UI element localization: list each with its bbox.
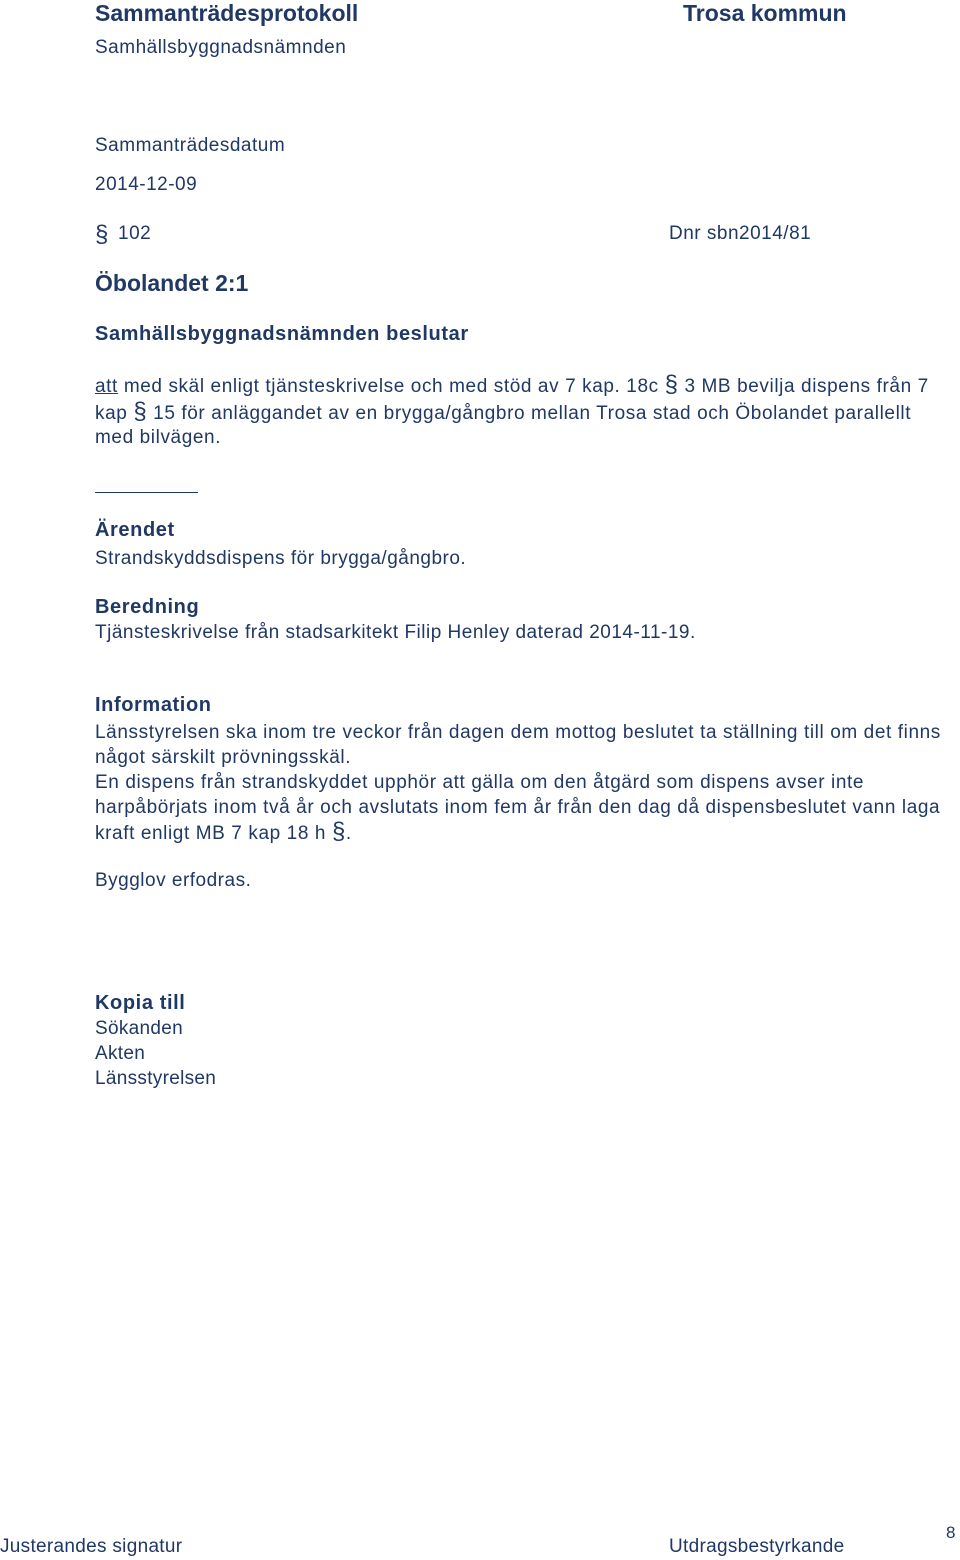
footer-certification-label: Utdragsbestyrkande <box>669 1536 845 1557</box>
beredning-text: Tjänsteskrivelse från stadsarkitekt Filip Henley daterad 2014-11-19. <box>95 622 696 643</box>
case-dnr: Dnr sbn2014/81 <box>669 223 812 244</box>
page-number: 8 <box>946 1523 956 1542</box>
paragraph-number: 102 <box>118 223 152 244</box>
municipality-name: Trosa kommun <box>683 0 847 26</box>
decision-heading: Samhällsbyggnadsnämnden beslutar <box>95 323 469 345</box>
kopia-recipient: Sökanden <box>95 1018 183 1039</box>
information-text-2 <box>95 771 945 847</box>
beredning-heading: Beredning <box>95 596 200 618</box>
case-title: Öbolandet 2:1 <box>95 270 249 296</box>
arendet-text: Strandskyddsdispens för brygga/gångbro. <box>95 548 467 569</box>
information-text-2b: . <box>345 823 352 844</box>
att-word: att <box>95 376 118 397</box>
footer-signature-label: Justerandes signatur <box>0 1536 183 1557</box>
decision-text-part-2: 3 MB bevilja dispens från 7 kap <box>95 376 929 424</box>
document-type: Sammanträdesprotokoll <box>95 0 359 26</box>
paragraph-sign: § <box>95 221 109 248</box>
section-divider <box>95 492 198 493</box>
meeting-date-label: Sammanträdesdatum <box>95 135 286 156</box>
paragraph-sign: § <box>331 818 346 845</box>
information-text-2a: En dispens från strandskyddet upphör att gälla om den åtgärd som dispens avser inte harpåbörjats inom två år och avslutats inom fem år från den dag då dispensbeslutet vann laga kraft enligt MB 7 kap 18 h <box>95 772 941 844</box>
information-text-1: Länsstyrelsen ska inom tre veckor från dagen dem mottog beslutet ta ställning till om det finns något särskilt prövningsskäl. <box>95 722 941 768</box>
decision-text <box>95 373 945 451</box>
information-heading: Information <box>95 694 212 716</box>
decision-text-part-3: 15 för anläggandet av en brygga/gångbro mellan Trosa stad och Öbolandet parallellt med bilvägen. <box>95 402 912 448</box>
bygglov-text: Bygglov erfodras. <box>95 870 252 891</box>
paragraph-sign: § <box>664 371 679 398</box>
decision-text-part-1: med skäl enligt tjänsteskrivelse och med stöd av 7 kap. 18c <box>117 376 665 397</box>
kopia-recipient: Länsstyrelsen <box>95 1068 217 1089</box>
meeting-date-value: 2014-12-09 <box>95 174 198 195</box>
kopia-heading: Kopia till <box>95 992 186 1014</box>
committee-name: Samhällsbyggnadsnämnden <box>95 37 347 58</box>
kopia-recipient: Akten <box>95 1043 146 1064</box>
paragraph-sign: § <box>133 397 148 425</box>
arendet-heading: Ärendet <box>95 519 175 541</box>
